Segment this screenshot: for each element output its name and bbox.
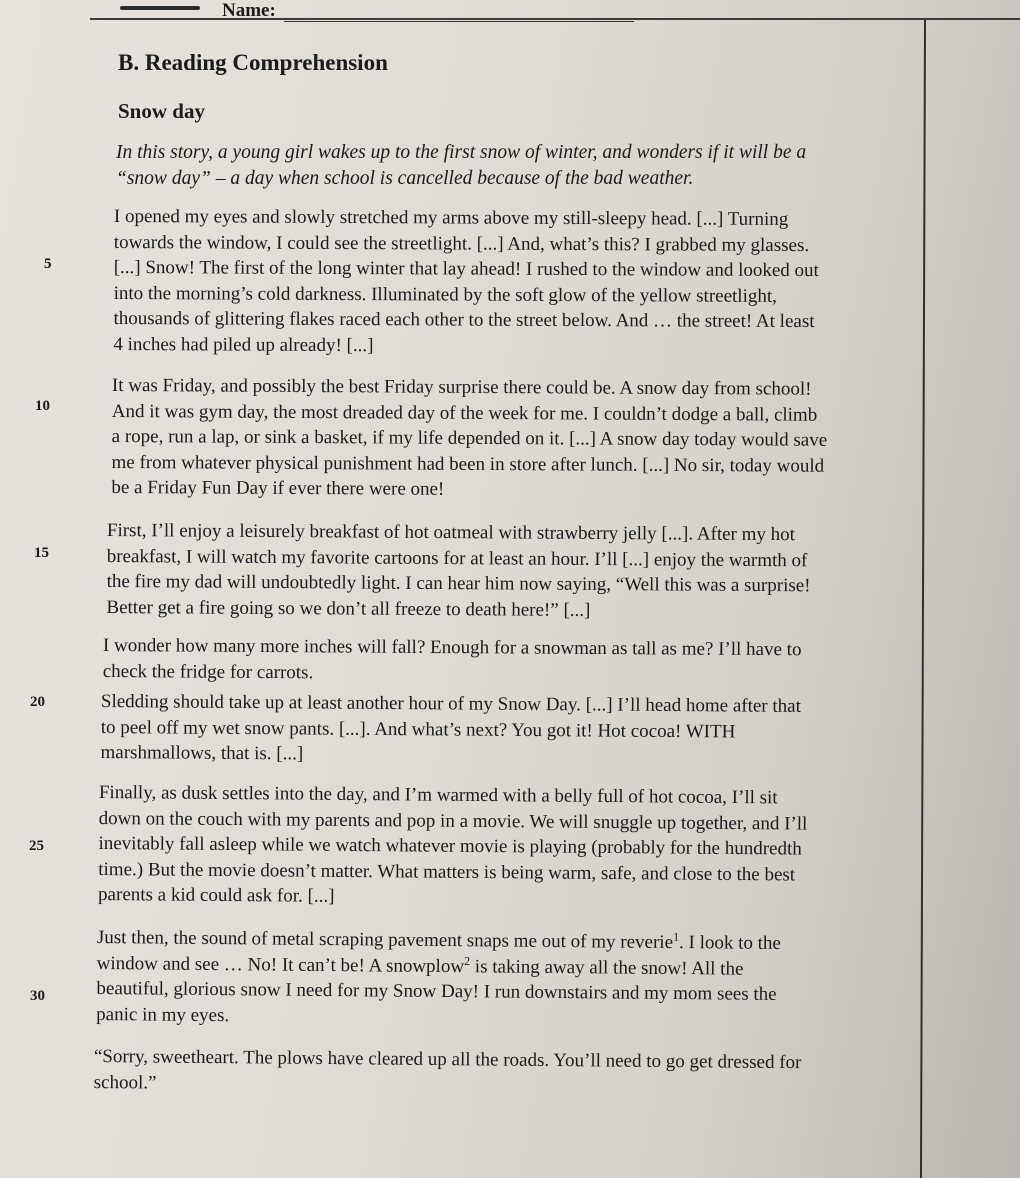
text-line: thousands of glittering flakes raced each other to the street below. And … the street! At least	[113, 307, 815, 333]
paragraph-4	[103, 633, 802, 688]
text-line: Sledding should take up at least another hour of my Snow Day. [...] I’ll head home after that	[100, 690, 801, 717]
text-line: 4 inches had piled up already! [...]	[113, 333, 374, 356]
text-line: be a Friday Fun Day if ever there were one!	[111, 476, 445, 500]
text-line: school.”	[93, 1071, 157, 1094]
text-line: “Sorry, sweetheart. The plows have cleared up all the roads. You’ll need to go get dressed for	[93, 1045, 802, 1074]
text-fragment: . I look to the	[678, 932, 782, 954]
text-line: beautiful, glorious snow I need for my Snow Day! I run downstairs and my mom sees the	[96, 977, 777, 1005]
text-fragment: window and see … No! It can’t be! A snowplow	[96, 952, 465, 977]
line-number: 30	[30, 988, 45, 1004]
text-line: inevitably fall asleep while we watch whatever movie is playing (probably for the hundredth	[98, 832, 802, 860]
footnote-marker: 2	[464, 953, 471, 968]
text-line: me from whatever physical punishment had been in store after lunch. [...] No sir, today would	[111, 451, 825, 477]
text-fragment: is taking away all the snow! All the	[470, 955, 744, 980]
name-blank-line[interactable]	[284, 7, 634, 22]
footnote-marker: 1	[673, 929, 680, 944]
text-line: time.) But the movie doesn’t matter. What matters is being warm, safe, and close to the best	[98, 858, 796, 885]
line-number: 5	[44, 256, 52, 272]
line-number: 15	[34, 545, 49, 561]
paragraph-7	[96, 925, 781, 1033]
text-line: It was Friday, and possibly the best Friday surprise there could be. A snow day from school!	[111, 374, 812, 400]
text-line: panic in my eyes.	[96, 1003, 230, 1026]
line-number: 25	[29, 838, 44, 854]
line-number: 20	[30, 694, 45, 710]
line-number: 10	[35, 398, 50, 414]
name-label: Name:	[222, 0, 276, 21]
intro-line: “snow day” – a day when school is cancelled because of the bad weather.	[116, 168, 694, 189]
name-field	[222, 0, 634, 22]
text-line: a rope, run a lap, or sink a basket, if my life depended on it. [...] A snow day today would save	[111, 425, 828, 451]
text-line: check the fridge for carrots.	[102, 660, 314, 683]
text-line: Finally, as dusk settles into the day, and I’m warmed with a belly full of hot cocoa, I’ll sit	[98, 781, 778, 809]
text-line: marshmallows, that is. [...]	[100, 741, 304, 765]
paragraph-5	[100, 689, 801, 770]
story-intro	[116, 140, 896, 192]
text-line: the fire my dad will undoubtedly light. I can hear him now saying, “Well this was a surprise!	[106, 570, 811, 597]
text-line: First, I’ll enjoy a leisurely breakfast of hot oatmeal with strawberry jelly [...]. After my hot	[106, 519, 796, 546]
section-title: B. Reading Comprehension	[118, 50, 388, 75]
paragraph-1	[113, 204, 819, 360]
paragraph-8	[94, 1044, 802, 1101]
text-line: breakfast, I will watch my favorite cartoons for at least an hour. I’ll [...] enjoy the warmth of	[106, 545, 808, 571]
header-mark	[120, 6, 200, 10]
text-line: I opened my eyes and slowly stretched my arms above my still-sleepy head. [...] Turning	[113, 205, 789, 230]
paragraph-3	[106, 518, 811, 624]
text-line: [...] Snow! The first of the long winter that lay ahead! I rushed to the window and looked out	[113, 256, 819, 282]
text-line: down on the couch with my parents and pop in a movie. We will snuggle up together, and I’ll	[98, 807, 808, 835]
text-line: And it was gym day, the most dreaded day of the week for me. I couldn’t dodge a ball, climb	[111, 400, 818, 426]
story-title: Snow day	[118, 99, 205, 123]
text-fragment: Just then, the sound of metal scraping pavement snaps me out of my reverie	[96, 926, 674, 954]
text-line: I wonder how many more inches will fall? Enough for a snowman as tall as me? I’ll have to	[102, 634, 802, 661]
intro-line: In this story, a young girl wakes up to the first snow of winter, and wonders if it will be a	[116, 142, 807, 163]
paragraph-6	[98, 780, 808, 913]
text-line: Better get a fire going so we don’t all freeze to death here!” [...]	[106, 596, 591, 621]
text-line: into the morning’s cold darkness. Illuminated by the soft glow of the yellow streetlight,	[113, 282, 777, 307]
right-margin-rule	[920, 20, 926, 1178]
paragraph-2	[111, 373, 827, 504]
text-line: towards the window, I could see the streetlight. [...] And, what’s this? I grabbed my glasses.	[113, 231, 810, 256]
text-line: parents a kid could ask for. [...]	[98, 883, 335, 907]
text-line: to peel off my wet snow pants. [...]. And what’s next? You got it! Hot cocoa! WITH	[100, 716, 736, 742]
